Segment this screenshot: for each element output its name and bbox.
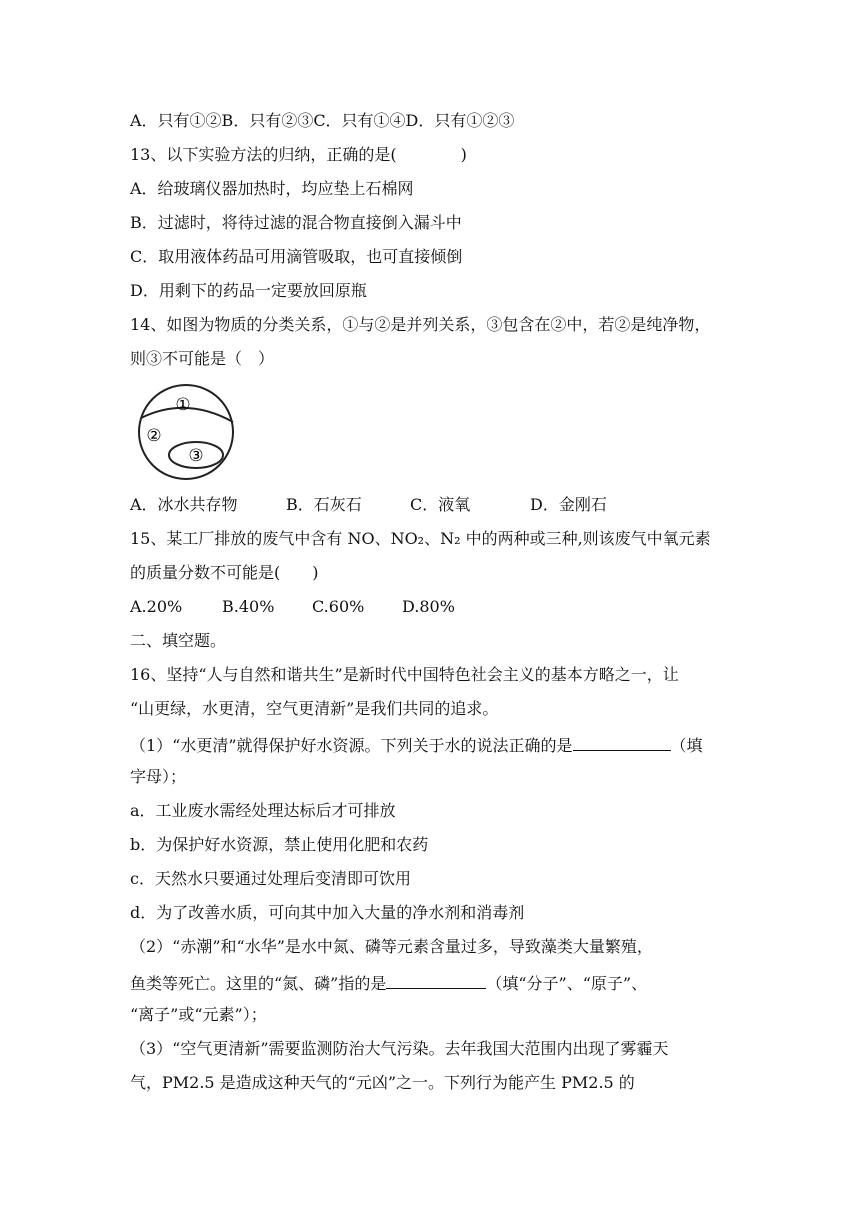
q16-part2-line2 [130, 970, 647, 995]
q13-option-b: B．过滤时，将待过滤的混合物直接倒入漏斗中 [130, 213, 462, 232]
q13-option-c: C．取用液体药品可用滴管吸取，也可直接倾倒 [130, 247, 463, 266]
classification-venn-diagram [130, 382, 242, 482]
q14-options [130, 494, 607, 516]
q16-choice-c: c．天然水只要通过处理后变清即可饮用 [130, 869, 411, 888]
q16-choice-a: a．工业废水需经处理达标后才可排放 [130, 801, 396, 820]
q12-options: A．只有①②B．只有②③C．只有①④D．只有①②③ [130, 111, 515, 130]
q14-stem-line1: 14、如图为物质的分类关系，①与②是并列关系，③包含在②中，若②是纯净物， [130, 315, 711, 334]
q16-part1-text-after: （填 [670, 736, 703, 755]
answer-blank-1[interactable] [573, 732, 671, 751]
q16-part3-line1: （3）“空气更清新”需要监测防治大气污染。去年我国大范围内出现了雾霾天 [130, 1039, 669, 1058]
q15-stem-line2: 的质量分数不可能是( ) [130, 563, 319, 582]
q16-choice-b: b．为保护好水资源，禁止使用化肥和农药 [130, 835, 429, 854]
q13-stem: 13、以下实验方法的归纳，正确的是( ) [130, 145, 467, 164]
q16-part2-line3: “离子”或“元素”）； [130, 1005, 267, 1024]
q14-option-c: C．液氧 [410, 495, 471, 514]
section-title: 二、填空题。 [130, 631, 227, 650]
q16-part2-text-after: （填“分子”、“原子”、 [486, 974, 648, 993]
q16-part2-text: 鱼类等死亡。这里的“氮、磷”指的是 [130, 974, 387, 993]
q13-option-a: A．给玻璃仪器加热时，均应垫上石棉网 [130, 179, 414, 198]
q15-option-a: A.20% [130, 597, 183, 616]
q16-part1-line2: 字母）； [130, 767, 187, 786]
q15-option-d: D.80% [402, 597, 455, 616]
q13-option-d: D．用剩下的药品一定要放回原瓶 [130, 281, 367, 300]
venn-label-3: ③ [188, 446, 204, 466]
q15-option-b: B.40% [222, 597, 275, 616]
q16-part1-text: （1）“水更清”就得保护好水资源。下列关于水的说法正确的是 [130, 736, 573, 755]
q16-part2-line1: （2）“赤潮”和“水华”是水中氮、磷等元素含量过多，导致藻类大量繁殖， [130, 937, 653, 956]
q14-option-d: D．金刚石 [530, 495, 607, 514]
q16-choice-d: d．为了改善水质，可向其中加入大量的净水剂和消毒剂 [130, 903, 525, 922]
q14-option-b: B．石灰石 [286, 495, 362, 514]
q16-line2: “山更绿，水更清，空气更清新”是我们共同的追求。 [130, 699, 499, 718]
q16-part3-line2: 气，PM2.5 是造成这种天气的“元凶”之一。下列行为能产生 PM2.5 的 [130, 1073, 635, 1092]
answer-blank-2[interactable] [386, 970, 486, 989]
q15-options [130, 596, 455, 618]
q15-stem-line1: 15、某工厂排放的废气中含有 NO、NO₂、N₂ 中的两种或三种,则该废气中氧元素 [130, 529, 711, 548]
venn-label-2: ② [146, 426, 162, 446]
q14-stem-line2: 则③不可能是（ ） [130, 349, 275, 368]
q16-line1: 16、坚持“人与自然和谐共生”是新时代中国特色社会主义的基本方略之一，让 [130, 665, 679, 684]
q15-option-c: C.60% [312, 597, 365, 616]
q16-part1-line1 [130, 732, 703, 757]
venn-label-1: ① [175, 395, 191, 415]
q14-option-a: A．冰水共存物 [130, 495, 238, 514]
